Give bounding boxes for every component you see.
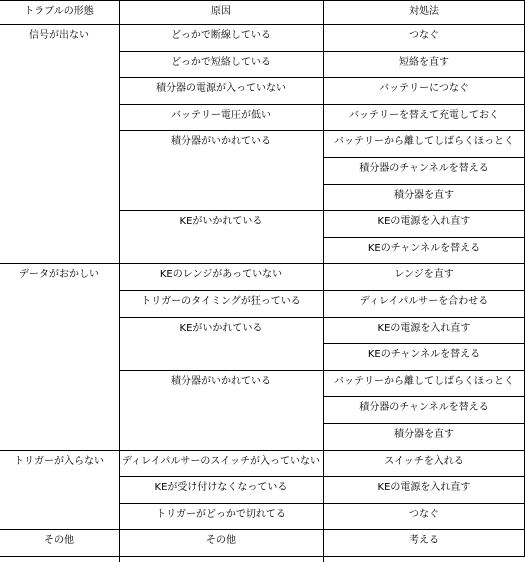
fix-row-line [323, 290, 525, 291]
cause-row-line [119, 51, 323, 52]
fix-row-line [323, 317, 525, 318]
table-top-border [0, 0, 525, 1]
fix-label: KEの電源を入れ直す [377, 216, 471, 228]
cause-label: 積分器がいかれている [171, 136, 271, 148]
cause-row-line [119, 450, 323, 451]
cause-row-line [119, 370, 323, 371]
form-row-line [0, 529, 119, 530]
fix-label: バッテリーから離してしばらくほっとく [334, 375, 514, 387]
cause-label: バッテリー電圧が低い [171, 109, 271, 121]
fix-row-line [323, 370, 525, 371]
header-cause: 原因 [211, 6, 231, 17]
fix-label: 積分器を直す [394, 429, 454, 440]
cause-label: その他 [206, 535, 236, 547]
form-row-line [0, 450, 119, 451]
fix-label: つなぐ [409, 30, 439, 41]
cause-row-line [119, 130, 323, 131]
cause-label: 積分器の電源が入っていない [156, 83, 286, 95]
cause-label: KEが受け付けなくなっている [154, 482, 288, 494]
fix-row-line [323, 77, 525, 78]
fix-label: KEの電源を入れ直す [377, 322, 471, 334]
header-form: トラブルの形態 [24, 6, 94, 17]
fix-row-line [323, 210, 525, 211]
fix-label: 積分器のチャンネルを替える [359, 402, 489, 414]
cause-row-line [119, 77, 323, 78]
fix-row-line [323, 130, 525, 131]
cause-label: KEのレンジがあっていない [159, 269, 283, 281]
fix-label: スイッチを入れる [384, 455, 464, 467]
fix-row-line [323, 396, 525, 397]
cause-label: トリガーがどっかで切れてる [156, 508, 286, 520]
fix-row-line [323, 476, 525, 477]
cause-label: どっかで短絡している [171, 56, 271, 68]
fix-label: レンジを直す [394, 269, 454, 281]
fix-row-line [323, 184, 525, 185]
fix-label: KEのチャンネルを替える [367, 349, 481, 361]
cause-row-line [119, 556, 323, 557]
fix-row-line [323, 343, 525, 344]
fix-label: バッテリーにつなぐ [379, 83, 469, 95]
column-divider [323, 0, 324, 562]
fix-label: つなぐ [409, 508, 439, 520]
fix-row-line [323, 503, 525, 504]
fix-row-line [323, 450, 525, 451]
cause-label: KEがいかれている [179, 216, 263, 228]
cause-row-line [119, 476, 323, 477]
cause-label: トリガーのタイミングが狂っている [141, 296, 301, 307]
trouble-form-label: トリガーが入らない [14, 455, 104, 467]
cause-row-line [119, 104, 323, 105]
fix-row-line [323, 263, 525, 264]
fix-label: KEのチャンネルを替える [367, 242, 481, 254]
form-row-line [0, 556, 119, 557]
fix-label: ディレイパルサーを合わせる [359, 296, 489, 307]
fix-label: KEの電源を入れ直す [377, 482, 471, 494]
fix-label: 積分器のチャンネルを替える [359, 163, 489, 174]
trouble-form-label: データがおかしい [19, 269, 99, 281]
column-divider [119, 0, 120, 562]
cause-label: ディレイパルサーのスイッチが入っていない [121, 455, 321, 467]
fix-label: 積分器を直す [394, 189, 454, 201]
fix-row-line [323, 423, 525, 424]
fix-row-line [323, 237, 525, 238]
fix-label: 考える [409, 535, 439, 547]
cause-row-line [119, 317, 323, 318]
fix-row-line [323, 51, 525, 52]
cause-row-line [119, 290, 323, 291]
fix-label: 短絡を直す [399, 56, 449, 68]
fix-label: バッテリーを替えて充電しておく [349, 109, 499, 121]
trouble-form-label: その他 [44, 535, 74, 547]
fix-row-line [323, 104, 525, 105]
form-row-line [0, 263, 119, 264]
trouble-form-label: 信号が出ない [29, 30, 89, 41]
cause-label: 積分器がいかれている [171, 375, 271, 387]
cause-label: KEがいかれている [179, 322, 263, 334]
fix-row-line [323, 556, 525, 557]
header-fix: 対処法 [409, 6, 439, 17]
cause-row-line [119, 263, 323, 264]
cause-row-line [119, 210, 323, 211]
fix-label: バッテリーから離してしばらくほっとく [334, 136, 514, 148]
header-bottom-line [0, 24, 525, 25]
fix-row-line [323, 529, 525, 530]
cause-row-line [119, 503, 323, 504]
fix-row-line [323, 157, 525, 158]
cause-row-line [119, 529, 323, 530]
cause-label: どっかで断線している [171, 30, 271, 41]
